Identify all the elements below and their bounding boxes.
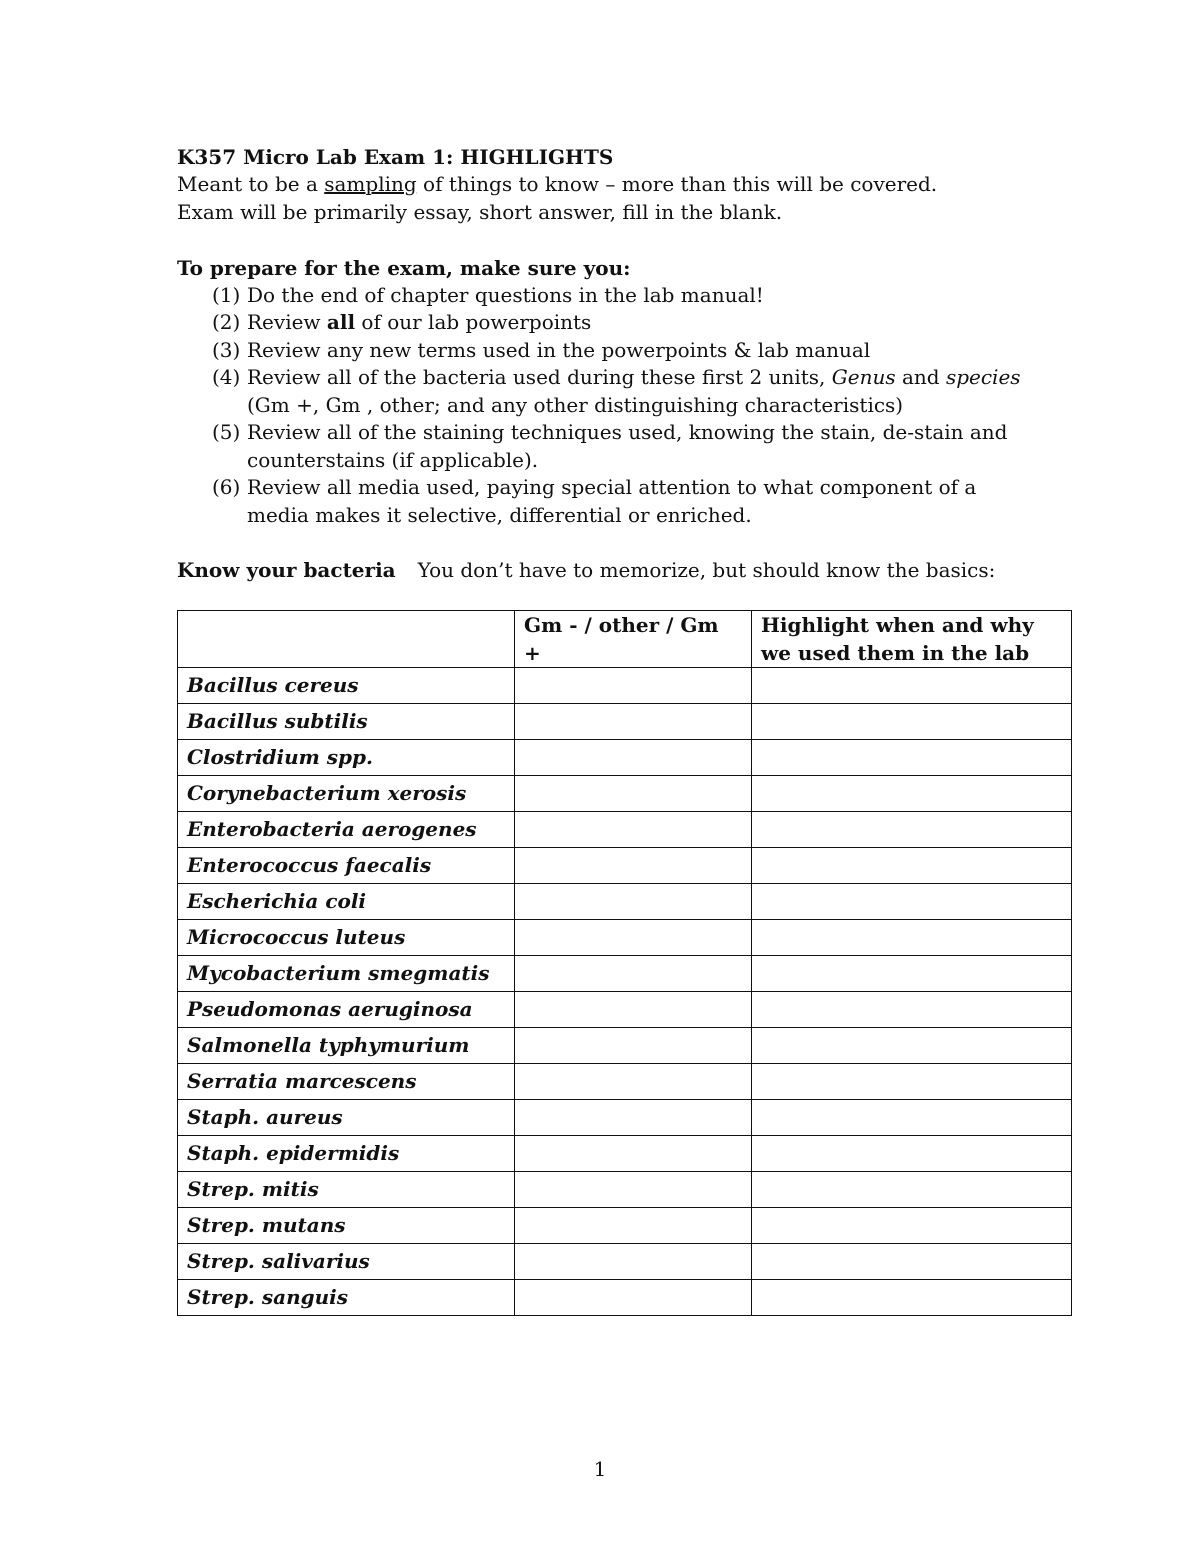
prepare-item-6-continued: media makes it selective, differential or enriched. — [247, 503, 752, 527]
highlight-cell[interactable] — [752, 1064, 1072, 1100]
item-text: Review all of the staining techniques used, knowing the stain, de-stain and — [247, 420, 1008, 444]
organism-name: Serratia marcescens — [178, 1064, 515, 1100]
gram-cell[interactable] — [515, 812, 752, 848]
item-number: (1) — [212, 283, 241, 307]
bacteria-note: You don’t have to memorize, but should know the basics: — [417, 558, 996, 582]
organism-name: Enterobacteria aerogenes — [178, 812, 515, 848]
item-text: Review — [247, 310, 327, 334]
gram-cell[interactable] — [515, 776, 752, 812]
prepare-item-4 — [212, 363, 1021, 391]
organism-name: Corynebacterium xerosis — [178, 776, 515, 812]
highlight-cell[interactable] — [752, 1136, 1072, 1172]
gram-cell[interactable] — [515, 1100, 752, 1136]
organism-name: Enterococcus faecalis — [178, 848, 515, 884]
prepare-item-6 — [212, 473, 976, 501]
intro-pre: Meant to be a — [177, 172, 325, 196]
gram-cell[interactable] — [515, 1028, 752, 1064]
table-row — [178, 848, 1072, 884]
organism-name: Strep. sanguis — [178, 1280, 515, 1316]
item-text: Review all media used, paying special attention to what component of a — [247, 475, 977, 499]
gram-cell[interactable] — [515, 848, 752, 884]
prepare-item-1 — [212, 281, 764, 309]
gram-cell[interactable] — [515, 992, 752, 1028]
item-text: Review all of the bacteria used during these first 2 units, — [247, 365, 832, 389]
item-number: (4) — [212, 365, 241, 389]
highlight-cell[interactable] — [752, 1280, 1072, 1316]
gram-cell[interactable] — [515, 1172, 752, 1208]
prepare-item-5 — [212, 418, 1008, 446]
organism-name: Clostridium spp. — [178, 740, 515, 776]
organism-name: Bacillus cereus — [178, 668, 515, 704]
organism-name: Strep. mitis — [178, 1172, 515, 1208]
table-row — [178, 1136, 1072, 1172]
gram-cell[interactable] — [515, 704, 752, 740]
gram-cell[interactable] — [515, 668, 752, 704]
table-row — [178, 1028, 1072, 1064]
highlight-cell[interactable] — [752, 776, 1072, 812]
highlight-cell[interactable] — [752, 1100, 1072, 1136]
table-row — [178, 776, 1072, 812]
table-row — [178, 1100, 1072, 1136]
organism-name: Staph. epidermidis — [178, 1136, 515, 1172]
highlight-cell[interactable] — [752, 1208, 1072, 1244]
table-row — [178, 740, 1072, 776]
header-organism — [178, 611, 515, 668]
table-row — [178, 920, 1072, 956]
item-text-italic: Genus — [831, 365, 896, 389]
highlight-cell[interactable] — [752, 668, 1072, 704]
item-number: (2) — [212, 310, 241, 334]
table-row — [178, 1280, 1072, 1316]
header-gram: Gm - / other / Gm + — [515, 611, 752, 668]
item-number: (6) — [212, 475, 241, 499]
intro-underlined: sampling — [324, 172, 417, 196]
highlight-cell[interactable] — [752, 848, 1072, 884]
highlight-cell[interactable] — [752, 1172, 1072, 1208]
organism-name: Bacillus subtilis — [178, 704, 515, 740]
highlight-cell[interactable] — [752, 1028, 1072, 1064]
gram-cell[interactable] — [515, 1064, 752, 1100]
format-note: Exam will be primarily essay, short answer, fill in the blank. — [177, 200, 783, 224]
gram-cell[interactable] — [515, 1244, 752, 1280]
item-text-italic: species — [945, 365, 1021, 389]
table-row — [178, 1064, 1072, 1100]
prepare-item-3 — [212, 336, 870, 364]
gram-cell[interactable] — [515, 740, 752, 776]
intro-post: of things to know – more than this will be covered. — [416, 172, 938, 196]
item-text-bold: all — [326, 310, 356, 334]
header-highlight: Highlight when and why we used them in the lab — [752, 611, 1072, 668]
page-number: 1 — [593, 1457, 607, 1481]
organism-name: Micrococcus luteus — [178, 920, 515, 956]
prepare-item-2 — [212, 308, 591, 336]
table-row — [178, 1208, 1072, 1244]
intro-line — [177, 170, 937, 198]
highlight-cell[interactable] — [752, 812, 1072, 848]
highlight-cell[interactable] — [752, 992, 1072, 1028]
table-row — [178, 884, 1072, 920]
prepare-item-5-continued: counterstains (if applicable). — [247, 448, 539, 472]
item-number: (5) — [212, 420, 241, 444]
highlight-cell[interactable] — [752, 740, 1072, 776]
organism-name: Escherichia coli — [178, 884, 515, 920]
table-row — [178, 704, 1072, 740]
organism-name: Pseudomonas aeruginosa — [178, 992, 515, 1028]
highlight-cell[interactable] — [752, 1244, 1072, 1280]
organism-name: Strep. mutans — [178, 1208, 515, 1244]
item-number: (3) — [212, 338, 241, 362]
gram-cell[interactable] — [515, 884, 752, 920]
gram-cell[interactable] — [515, 956, 752, 992]
organism-name: Staph. aureus — [178, 1100, 515, 1136]
item-text: and — [895, 365, 946, 389]
document-title: K357 Micro Lab Exam 1: HIGHLIGHTS — [177, 145, 614, 169]
highlight-cell[interactable] — [752, 920, 1072, 956]
table-row — [178, 668, 1072, 704]
highlight-cell[interactable] — [752, 704, 1072, 740]
bacteria-table — [177, 610, 1072, 1316]
organism-name: Mycobacterium smegmatis — [178, 956, 515, 992]
gram-cell[interactable] — [515, 920, 752, 956]
item-text: Do the end of chapter questions in the lab manual! — [247, 283, 764, 307]
prepare-heading: To prepare for the exam, make sure you: — [177, 256, 631, 280]
highlight-cell[interactable] — [752, 884, 1072, 920]
highlight-cell[interactable] — [752, 956, 1072, 992]
gram-cell[interactable] — [515, 1280, 752, 1316]
table-row — [178, 992, 1072, 1028]
prepare-item-4-continued: (Gm +, Gm , other; and any other distinguishing characteristics) — [247, 393, 904, 417]
organism-name: Strep. salivarius — [178, 1244, 515, 1280]
gram-cell[interactable] — [515, 1136, 752, 1172]
table-header-row — [178, 611, 1072, 668]
table-row — [178, 812, 1072, 848]
table-row — [178, 1172, 1072, 1208]
bacteria-heading: Know your bacteria — [177, 558, 396, 582]
item-text: of our lab powerpoints — [355, 310, 592, 334]
organism-name: Salmonella typhymurium — [178, 1028, 515, 1064]
item-text: Review any new terms used in the powerpoints & lab manual — [247, 338, 871, 362]
bacteria-section-line — [177, 556, 995, 584]
gram-cell[interactable] — [515, 1208, 752, 1244]
table-row — [178, 1244, 1072, 1280]
table-row — [178, 956, 1072, 992]
